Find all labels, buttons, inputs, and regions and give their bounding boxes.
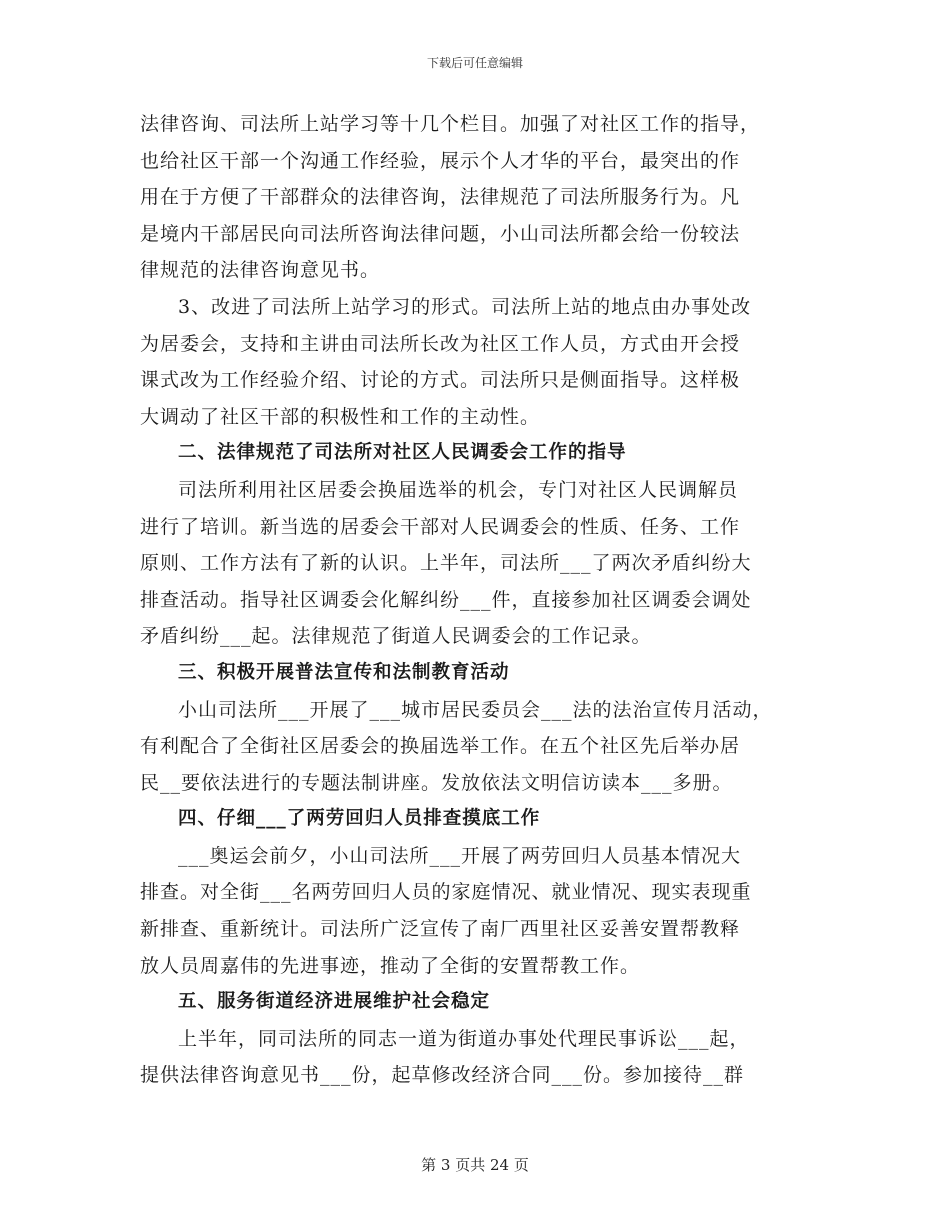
text-line: 也给社区干部一个沟通工作经验，展示个人才华的平台，最突出的作 [140,149,741,172]
text-line: 司法所利用社区居委会换届选举的机会，专门对社区人民调解员 [178,478,739,501]
page-header: 下载后可任意编辑 [426,56,523,70]
text-line: 律规范的法律咨询意见书。 [140,259,381,282]
text-line: 有利配合了全街社区居委会的换届选举工作。在五个社区先后举办居 [140,735,741,758]
section-heading: 三、积极开展普法宣传和法制教育活动 [178,661,510,683]
text-line: 课式改为工作经验介绍、讨论的方式。司法所只是侧面指导。这样极 [140,369,741,392]
text-line: 法律咨询、司法所上站学习等十几个栏目。加强了对社区工作的指导， [140,113,761,135]
section-heading: 五、服务街道经济进展维护社会稳定 [178,991,491,1013]
text-line: 3、改进了司法所上站学习的形式。司法所上站的地点由办事处改 [178,295,752,318]
text-line: 原则、工作方法有了新的认识。上半年，司法所___了两次矛盾纠纷大 [140,552,752,575]
text-line: 进行了培训。新当选的居委会干部对人民调委会的性质、任务、工作 [140,515,741,538]
page-footer: 第 3 页共 24 页 [421,1156,529,1174]
text-line: 放人员周嘉伟的先进事迹，推动了全街的安置帮教工作。 [140,954,641,977]
text-line: 排查。对全街___名两劳回归人员的家庭情况、就业情况、现实表现重 [140,881,752,904]
text-line: 大调动了社区干部的积极性和工作的主动性。 [140,405,541,428]
text-line: 民__要依法进行的专题法制讲座。发放依法文明信访读本___多册。 [140,771,733,794]
text-line: 为居委会，支持和主讲由司法所长改为社区工作人员，方式由开会授 [140,332,741,355]
text-line: 小山司法所___开展了___城市居民委员会___法的法治宣传月活动， [178,698,773,721]
text-line: 矛盾纠纷___起。法律规范了街道人民调委会的工作记录。 [140,625,652,648]
text-line: 上半年，同司法所的同志一道为街道办事处代理民事诉讼___起， [178,1027,750,1050]
text-line: 用在于方便了干部群众的法律咨询，法律规范了司法所服务行为。凡 [140,186,741,209]
text-line: ___奥运会前夕，小山司法所___开展了两劳回归人员基本情况大 [178,844,742,867]
text-line: 新排查、重新统计。司法所广泛宣传了南厂西里社区妥善安置帮教释 [140,918,741,941]
text-line: 是境内干部居民向司法所咨询法律问题，小山司法所都会给一份较法 [140,222,741,245]
section-heading: 二、法律规范了司法所对社区人民调委会工作的指导 [178,442,627,464]
text-line: 提供法律咨询意见书___份，起草修改经济合同___份。参加接待__群 [140,1064,745,1087]
text-line: 排查活动。指导社区调委会化解纠纷___件，直接参加社区调委会调处 [140,588,752,611]
document-body [140,106,820,1094]
section-heading: 四、仔细___了两劳回归人员排查摸底工作 [178,808,541,830]
